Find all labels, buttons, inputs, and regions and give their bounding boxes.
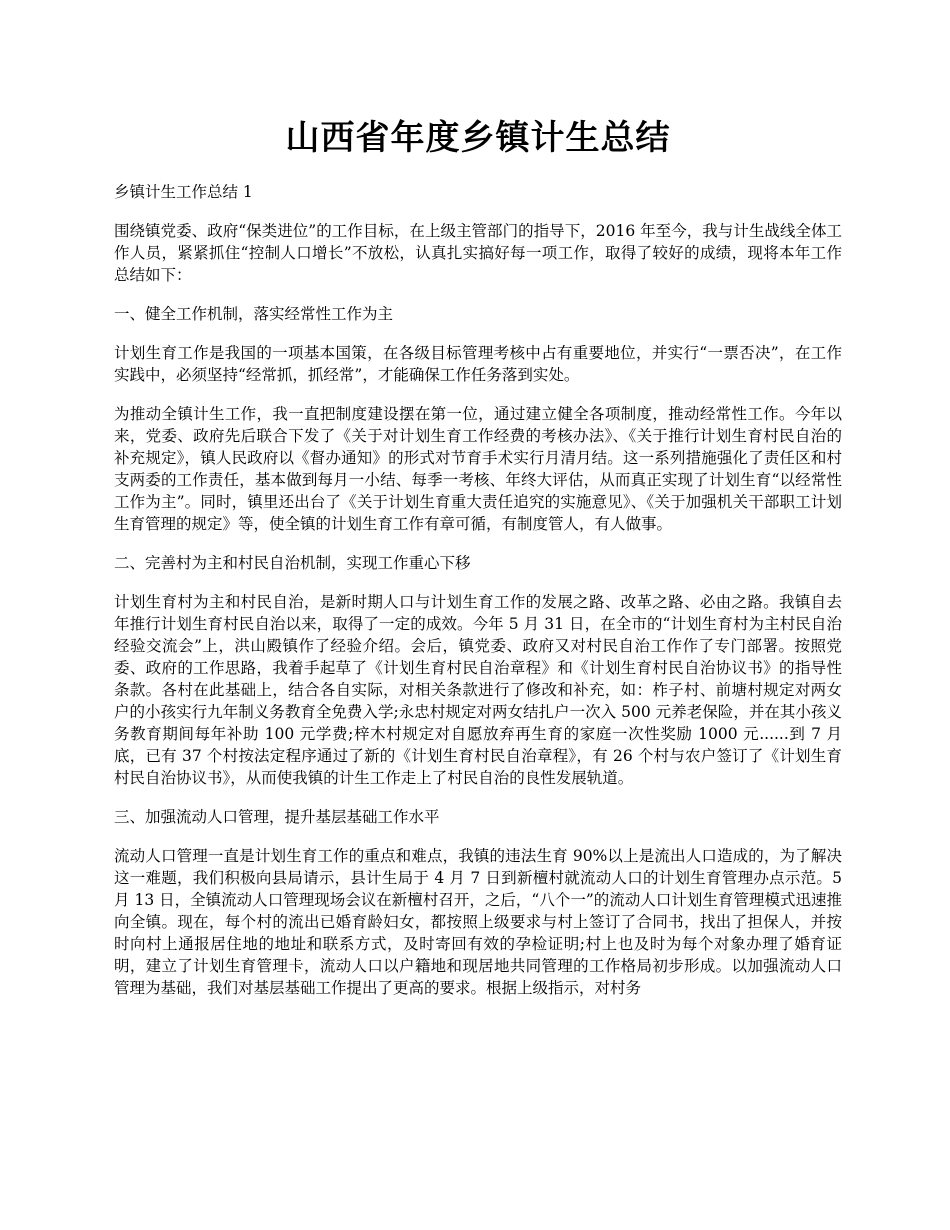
- paragraph-1-2: 为推动全镇计生工作，我一直把制度建设摆在第一位，通过建立健全各项制度，推动经常性工作。今年以来，党委、政府先后联合下发了《关于对计划生育工作经费的考核办法》、《关于推行计划生育村民自治的补充规定》，镇人民政府以《督办通知》的形式对节育手术实行月清月结。这一系列措施强化了责任区和村支两委的工作责任，基本做到每月一小结、每季一考核、年终大评估，从而真正实现了计划生育“以经常性工作为主”。同时，镇里还出台了《关于计划生育重大责任追究的实施意见》、《关于加强机关干部职工计划生育管理的规定》等，使全镇的计划生育工作有章可循，有制度管人，有人做事。: [114, 405, 842, 533]
- paragraph-2-1: 计划生育村为主和村民自治，是新时期人口与计划生育工作的发展之路、改革之路、必由之路。我镇自去年推行计划生育村民自治以来，取得了一定的成效。今年 5 月 31 日，在全市的“计划生育村为主村民自治经验交流会”上，洪山殿镇作了经验介绍。会后，镇党委、政府又对村民自治工作作了专门部署。按照党委、政府的工作思路，我着手起草了《计划生育村民自治章程》和《计划生育村民自治协议书》的指导性条款。各村在此基础上，结合各自实际，对相关条款进行了修改和补充，如：柞子村、前塘村规定对两女户的小孩实行九年制义务教育全免费入学;永忠村规定对两女结扎户一次入 500 元养老保险，并在其小孩义务教育期间每年补助 100 元学费;梓木村规定对自愿放弃再生育的家庭一次性奖励 1000 元......到 7 月底，已有 37 个村按法定程序通过了新的《计划生育村民自治章程》，有 26 个村与农户签订了《计划生育村民自治协议书》，从而使我镇的计生工作走上了村民自治的良性发展轨道。: [114, 593, 842, 787]
- paragraph-intro: 围绕镇党委、政府“保类进位”的工作目标，在上级主管部门的指导下，2016 年至今，我与计生战线全体工作人员，紧紧抓住“控制人口增长”不放松，认真扎实搞好每一项工作，取得了较好的成绩，现将本年工作总结如下：: [114, 222, 842, 284]
- document-subtitle: 乡镇计生工作总结 1: [114, 183, 253, 201]
- section-heading-3: 三、加强流动人口管理，提升基层基础工作水平: [114, 808, 440, 826]
- section-heading-2: 二、完善村为主和村民自治机制，实现工作重心下移: [114, 554, 471, 572]
- paragraph-3-1: 流动人口管理一直是计划生育工作的重点和难点，我镇的违法生育 90%以上是流出人口造成的，为了解决这一难题，我们积极向县局请示，县计生局于 4 月 7 日到新檀村就流动人口的计划生育管理办点示范。5 月 13 日，全镇流动人口管理现场会议在新檀村召开，之后，“八个一”的流动人口计划生育管理模式迅速推向全镇。现在，每个村的流出已婚育龄妇女，都按照上级要求与村上签订了合同书，找出了担保人，并按时向村上通报居住地的地址和联系方式，及时寄回有效的孕检证明;村上也及时为每个对象办理了婚育证明，建立了计划生育管理卡，流动人口以户籍地和现居地共同管理的工作格局初步形成。以加强流动人口管理为基础，我们对基层基础工作提出了更高的要求。根据上级指示，对村务: [114, 847, 842, 997]
- section-heading-1: 一、健全工作机制，落实经常性工作为主: [114, 305, 394, 323]
- document-page: [114, 0, 842, 999]
- document-title: 山西省年度乡镇计生总结: [285, 118, 671, 158]
- paragraph-1-1: 计划生育工作是我国的一项基本国策，在各级目标管理考核中占有重要地位，并实行“一票否决”，在工作实践中，必须坚持“经常抓，抓经常”，才能确保工作任务落到实处。: [114, 344, 842, 384]
